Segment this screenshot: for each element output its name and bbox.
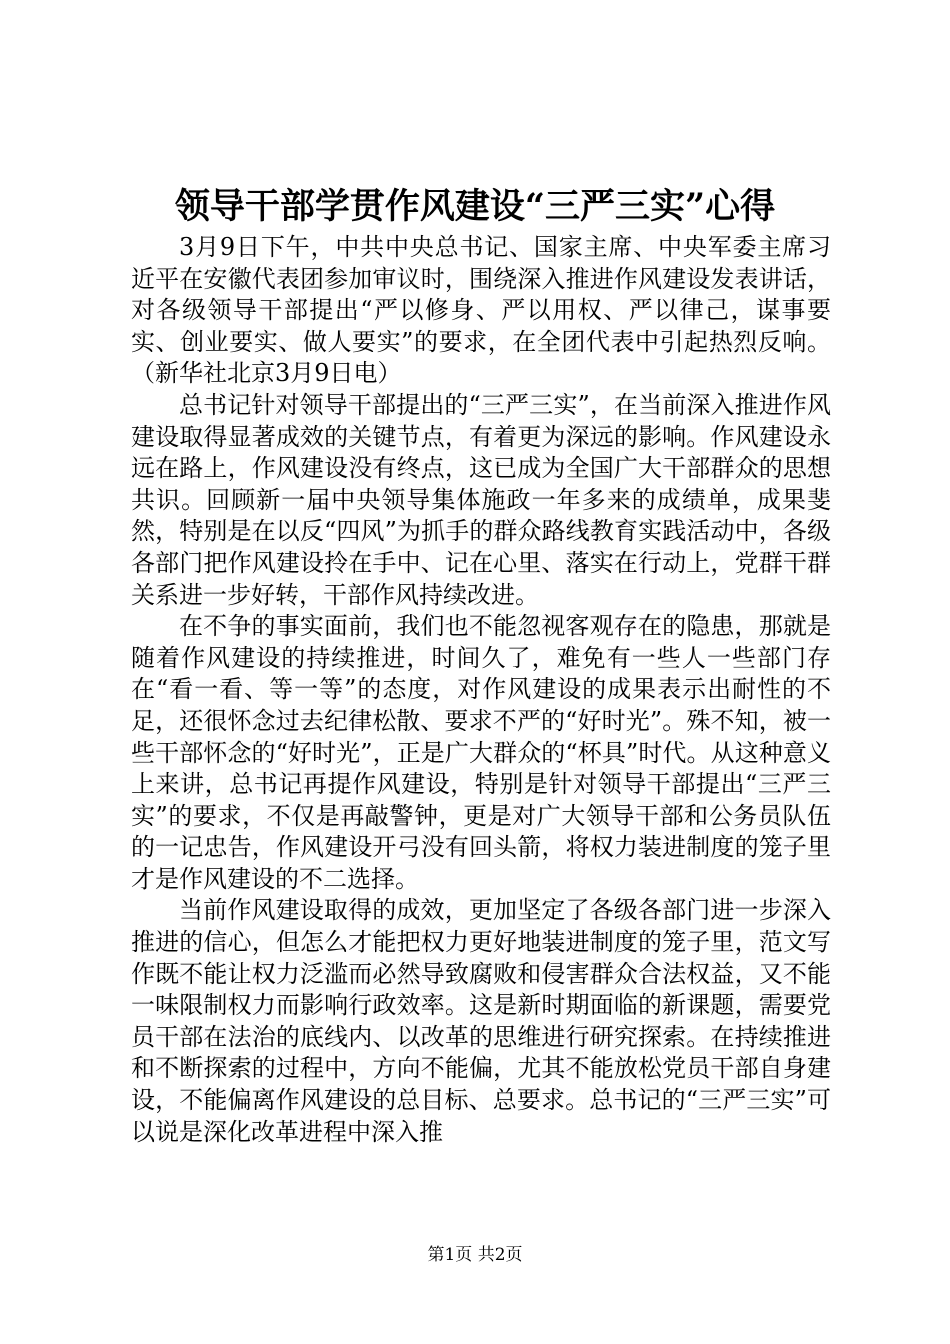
document-title: 领导干部学贯作风建设“三严三实”心得 — [174, 186, 776, 227]
paragraph-2: 总书记针对领导干部提出的“三严三实”，在当前深入推进作风建设取得显著成效的关键节点，有着更为深远的影响。作风建设永远在路上，作风建设没有终点，这已成为全国广大干部群众的思想共识。回顾新一届中央领导集体施政一年多来的成绩单，成果斐然，特别是在以反“四风”为抓手的群众路线教育实践活动中，各级各部门把作风建设拎在手中、记在心里、落实在行动上，党群干群关系进一步好转，干部作风持续改进。 — [131, 390, 831, 609]
paragraph-4: 当前作风建设取得的成效，更加坚定了各级各部门进一步深入推进的信心，但怎么才能把权力更好地装进制度的笼子里，范文写作既不能让权力泛滥而必然导致腐败和侵害群众合法权益，又不能一味限制权力而影响行政效率。这是新时期面临的新课题，需要党员干部在法治的底线内、以改革的思维进行研究探索。在持续推进和不断探索的过程中，方向不能偏，尤其不能放松党员干部自身建设，不能偏离作风建设的总目标、总要求。总书记的“三严三实”可以说是深化改革进程中深入推 — [131, 896, 831, 1146]
paragraph-1: 3月9日下午，中共中央总书记、国家主席、中央军委主席习近平在安徽代表团参加审议时，围绕深入推进作风建设发表讲话，对各级领导干部提出“严以修身、严以用权、严以律己，谋事要实、创业要实、做人要实”的要求，在全团代表中引起热烈反响。（新华社北京3月9日电） — [131, 233, 831, 388]
document-body — [131, 232, 831, 1148]
paragraph-3: 在不争的事实面前，我们也不能忽视客观存在的隐患，那就是随着作风建设的持续推进，时间久了，难免有一些人一些部门存在“看一看、等一等”的态度，对作风建设的成果表示出耐性的不足，还很怀念过去纪律松散、要求不严的“好时光”。殊不知，被一些干部怀念的“好时光”，正是广大群众的“杯具”时代。从这种意义上来讲，总书记再提作风建设，特别是针对领导干部提出“三严三实”的要求，不仅是再敲警钟，更是对广大领导干部和公务员队伍的一记忠告，作风建设开弓没有回头箭，将权力装进制度的笼子里才是作风建设的不二选择。 — [131, 612, 831, 893]
page-number-footer: 第1页 共2页 — [427, 1245, 523, 1265]
